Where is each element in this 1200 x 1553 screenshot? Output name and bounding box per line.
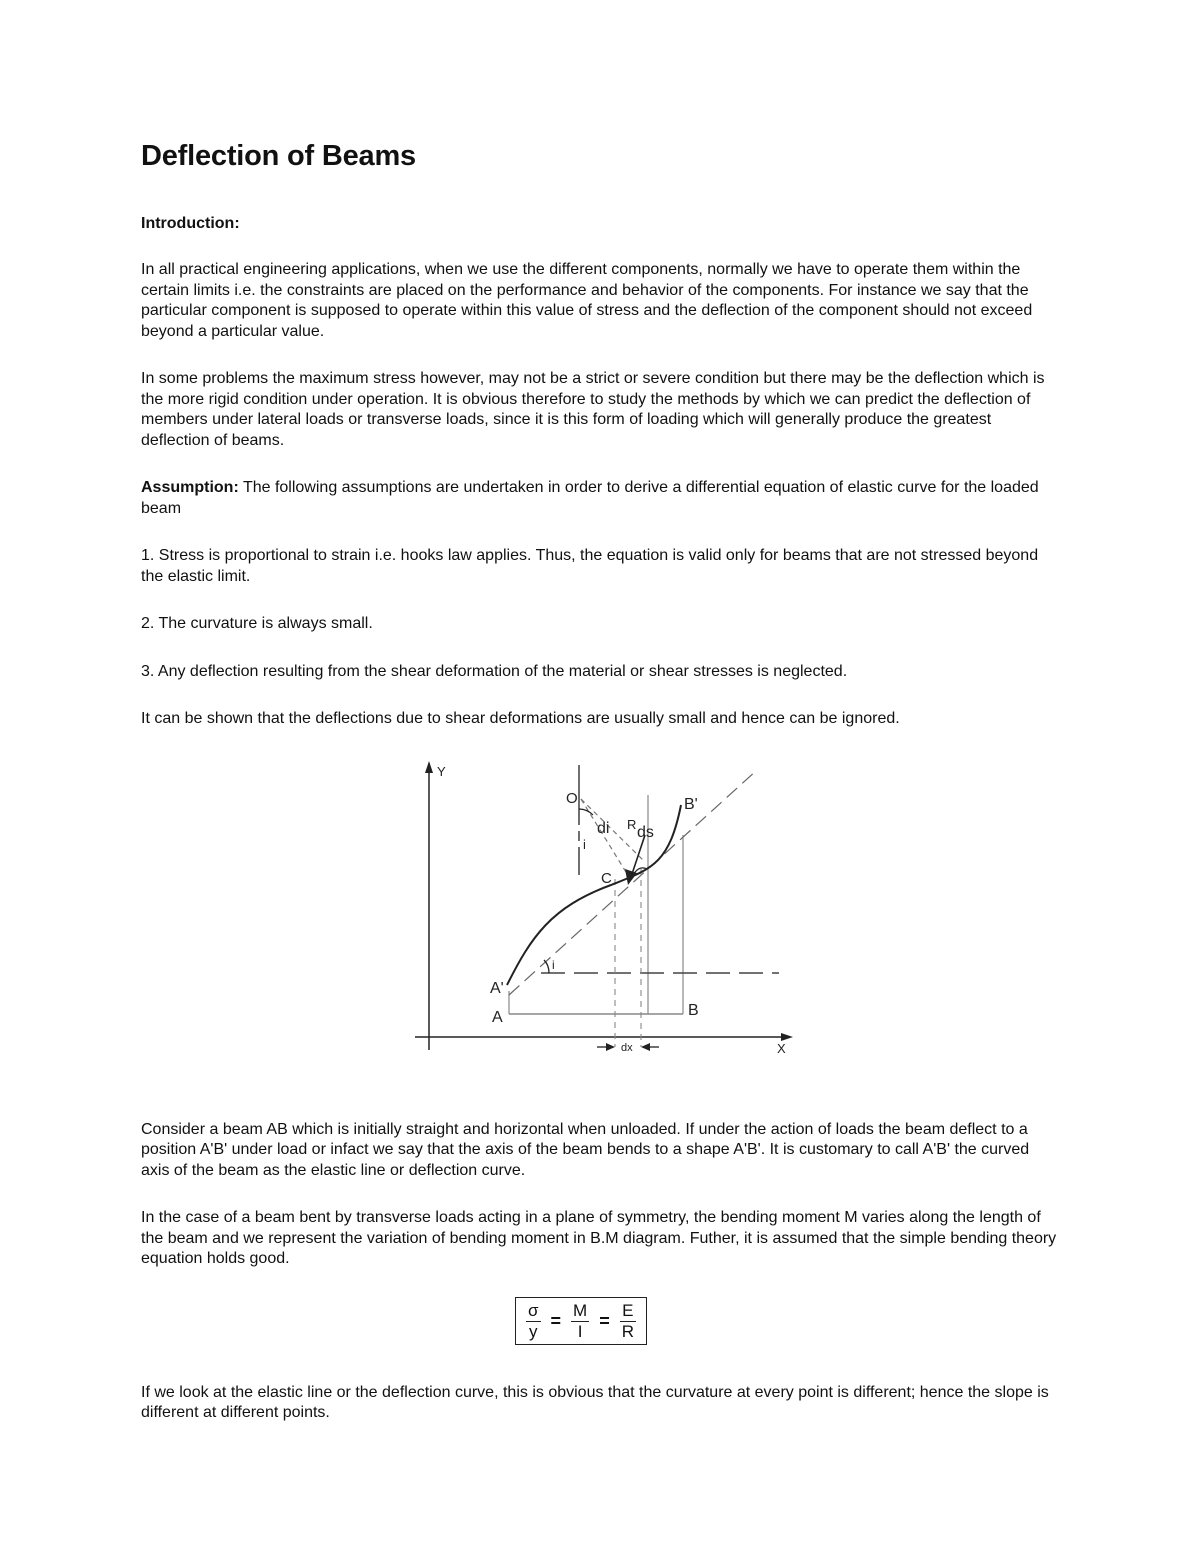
assumption-paragraph: [141, 478, 1061, 519]
beam-diagram: [401, 757, 801, 1092]
fraction-sigma-y: [526, 1301, 541, 1342]
equals-sign-1: =: [550, 1310, 562, 1331]
intro-heading: Introduction:: [141, 215, 240, 232]
document-content: [141, 140, 1061, 1451]
elastic-curve: [507, 805, 681, 985]
label-i-angle: i: [552, 957, 555, 972]
paragraph-4: Consider a beam AB which is initially straight and horizontal when unloaded. If under the action of loads the beam deflect to a position A'B' under load or infact we say that the axis of the beam bends to a shape A'B'. It is customary to call A'B' the curved axis of the beam as the elastic line or deflection curve.: [141, 1120, 1030, 1179]
list-item-1: 1. Stress is proportional to strain i.e. hooks law applies. Thus, the equation is valid only for beams that are not stressed beyond the elastic limit.: [141, 547, 1039, 585]
label-a-prime: A': [490, 979, 504, 997]
label-a: A: [492, 1008, 503, 1026]
bending-equation-box: [515, 1297, 647, 1345]
page-title: Deflection of Beams: [141, 140, 416, 172]
label-y: Y: [437, 763, 446, 779]
label-b: B: [688, 1001, 699, 1019]
x-axis-arrow: [781, 1033, 793, 1041]
label-i: i: [583, 836, 586, 852]
y-axis-arrow: [425, 761, 433, 773]
denominator-y: y: [529, 1321, 538, 1341]
equation-block: [101, 1297, 1061, 1345]
assumption-text: The following assumptions are undertaken in order to derive a differential equation of elastic curve for the loaded beam: [141, 479, 1039, 517]
label-c: C: [601, 869, 612, 887]
paragraph-1: In all practical engineering applications, when we use the different components, normally we have to operate them within the certain limits i.e. the constraints are placed on the performance and behavior of the components. For instance we say that the particular component is supposed to operate within this value of stress and the deflection of the component should not exceed beyond a particular value.: [141, 261, 1033, 340]
beam-deflection-figure: [141, 757, 1061, 1092]
numerator-e: E: [622, 1300, 634, 1320]
label-ds: ds: [637, 823, 654, 841]
list-item-3: 3. Any deflection resulting from the shear deformation of the material or shear stresses is neglected.: [141, 662, 848, 680]
list-item-2: 2. The curvature is always small.: [141, 615, 373, 632]
equals-sign-2: =: [599, 1310, 610, 1331]
label-x: X: [777, 1040, 786, 1056]
numerator-sigma: σ: [528, 1300, 539, 1320]
assumption-label: Assumption:: [141, 479, 239, 496]
denominator-r: R: [621, 1321, 634, 1341]
dx-arrowhead-left: [606, 1043, 615, 1051]
fraction-e-r: [620, 1301, 636, 1342]
tangent-line: [509, 770, 757, 995]
fraction-m-i: [571, 1301, 589, 1342]
label-di: di: [597, 819, 610, 837]
paragraph-2: In some problems the maximum stress however, may not be a strict or severe condition but there may be the deflection which is the more rigid condition under operation. It is obvious therefore to study the methods by which we can predict the deflection of members under lateral loads or transverse loads, since it is this form of loading which will generally produce the greatest deflection of beams.: [141, 370, 1045, 449]
paragraph-3: It can be shown that the deflections due to shear deformations are usually small and hence can be ignored.: [141, 710, 900, 727]
denominator-i: I: [577, 1321, 583, 1341]
label-b-prime: B': [684, 795, 698, 813]
label-r: R: [627, 816, 637, 832]
label-dx: dx: [621, 1041, 633, 1054]
paragraph-5: In the case of a beam bent by transverse loads acting in a plane of symmetry, the bending moment M varies along the length of the beam and we represent the variation of bending moment in B.M diagram. Futher, it is assumed that the simple bending theory equation holds good.: [141, 1209, 1057, 1267]
dx-arrowhead-right: [641, 1043, 650, 1051]
paragraph-6: If we look at the elastic line or the deflection curve, this is obvious that the curvature at every point is different; hence the slope is different at different points.: [141, 1383, 1049, 1421]
label-o: O: [566, 789, 578, 807]
numerator-m: M: [573, 1300, 588, 1320]
